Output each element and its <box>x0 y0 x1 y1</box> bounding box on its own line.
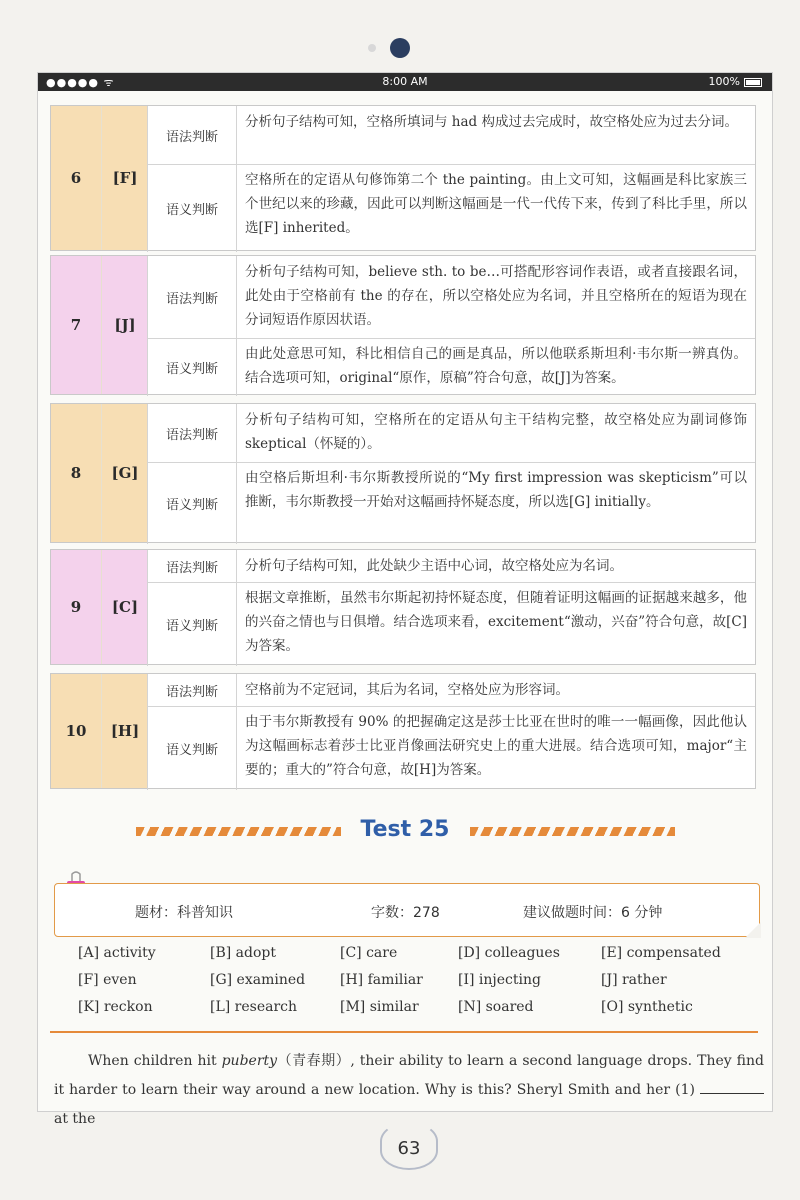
option-item: [B] adopt <box>210 945 276 961</box>
option-item: [K] reckon <box>78 999 153 1015</box>
question-block-8 <box>50 403 756 543</box>
meaning-text: 由此处意思可知，科比相信自己的画是真品，所以他联系斯坦利·韦尔斯一辨真伪。结合选项可知，original“原作，原稿”符合句意，故[J]为答案。 <box>245 346 747 386</box>
time-info: 建议做题时间：6 分钟 <box>523 905 663 921</box>
grammar-text: 空格前为不定冠词，其后为名词，空格处应为形容词。 <box>245 682 569 698</box>
meaning-row <box>147 706 755 790</box>
grammar-row <box>147 674 755 707</box>
device-camera <box>0 38 800 58</box>
question-number: 10 <box>51 674 101 788</box>
option-item: [C] care <box>340 945 398 961</box>
meaning-row <box>147 582 755 666</box>
meaning-row <box>147 164 755 252</box>
passage-term: puberty <box>221 1053 278 1069</box>
meaning-label: 语义判断 <box>147 164 237 252</box>
grammar-label: 语法判断 <box>147 256 237 338</box>
meaning-label: 语义判断 <box>147 338 237 396</box>
meaning-text: 由于韦尔斯教授有 90% 的把握确定这是莎士比亚在世时的唯一一幅画像，因此他认为这幅画标志着莎士比亚肖像画法研究史上的重大进展。结合选项可知，major“主要的；重大的”符合句意，故[H]为答案。 <box>245 714 747 778</box>
option-item: [M] similar <box>340 999 419 1015</box>
status-bar <box>38 73 772 91</box>
grammar-text: 分析句子结构可知，空格所填词与 had 构成过去完成时，故空格处应为过去分词。 <box>245 114 738 130</box>
option-item: [F] even <box>78 972 137 988</box>
question-block-7 <box>50 255 756 395</box>
grammar-row <box>147 106 755 165</box>
option-item: [J] rather <box>601 972 667 988</box>
grammar-text: 分析句子结构可知，believe sth. to be…可搭配形容词作表语，或者直接跟名词，此处由于空格前有 the 的存在，所以空格处应为名词，并且空格所在的短语为现在分词短语作原因状语。 <box>245 264 747 328</box>
page-number: 63 <box>380 1122 438 1170</box>
page-fold-corner <box>745 922 761 938</box>
sensor-dot <box>368 44 376 52</box>
page-number-area <box>0 1122 800 1172</box>
passage-text: （青春期）, their ability to learn a second language drops. They find it harder to learn their way around a new location. Why is this? Sheryl Smith and her (1) <box>54 1053 764 1098</box>
passage-text: at the <box>54 1111 96 1127</box>
signal-icon: ●●●●● ᯤ <box>46 76 115 89</box>
answer-blank[interactable] <box>700 1079 764 1094</box>
test-title: Test 25 <box>360 817 450 842</box>
battery-icon <box>744 78 762 87</box>
tablet-screen <box>37 72 773 1127</box>
battery-percent: 100% <box>708 75 740 88</box>
grammar-row <box>147 404 755 463</box>
meaning-row <box>147 338 755 396</box>
grammar-label: 语法判断 <box>147 550 237 582</box>
question-answer: [J] <box>101 256 148 394</box>
option-item: [A] activity <box>78 945 156 961</box>
passage-text: When children hit <box>88 1053 222 1069</box>
grammar-label: 语法判断 <box>147 674 237 706</box>
question-block-9 <box>50 549 756 665</box>
option-item: [I] injecting <box>458 972 541 988</box>
question-number: 6 <box>51 106 101 250</box>
question-answer: [H] <box>101 674 148 788</box>
question-answer: [F] <box>101 106 148 250</box>
question-number: 7 <box>51 256 101 394</box>
grammar-row <box>147 256 755 339</box>
meaning-row <box>147 462 755 544</box>
grammar-text: 分析句子结构可知，空格所在的定语从句主干结构完整，故空格处应为副词修饰 skeptical（怀疑的）。 <box>245 412 747 452</box>
grammar-label: 语法判断 <box>147 106 237 164</box>
grammar-row <box>147 550 755 583</box>
meaning-text: 根据文章推断，虽然韦尔斯起初持怀疑态度，但随着证明这幅画的证据越来越多，他的兴奋之情也与日俱增。结合选项来看，excitement“激动，兴奋”符合句意，故[C]为答案。 <box>245 590 747 654</box>
grammar-label: 语法判断 <box>147 404 237 462</box>
option-item: [E] compensated <box>601 945 721 961</box>
status-time: 8:00 AM <box>382 75 428 88</box>
option-item: [O] synthetic <box>601 999 693 1015</box>
meaning-label: 语义判断 <box>147 462 237 544</box>
battery-indicator <box>709 75 762 88</box>
word-count-info: 字数：278 <box>371 905 440 921</box>
meaning-label: 语义判断 <box>147 582 237 666</box>
question-number: 9 <box>51 550 101 664</box>
test-info-box <box>54 883 760 937</box>
option-item: [N] soared <box>458 999 534 1015</box>
option-item: [D] colleagues <box>458 945 560 961</box>
stripe-decoration <box>470 827 675 836</box>
meaning-label: 语义判断 <box>147 706 237 790</box>
reading-passage <box>54 1047 764 1134</box>
test-heading <box>38 815 772 845</box>
meaning-text: 空格所在的定语从句修饰第二个 the painting。由上文可知，这幅画是科比家族三个世纪以来的珍藏，因此可以判断这幅画是一代一代传下来，传到了科比手里，所以选[F] inherited。 <box>245 172 747 236</box>
meaning-text: 由空格后斯坦利·韦尔斯教授所说的“My first impression was skepticism”可以推断，韦尔斯教授一开始对这幅画持怀疑态度，所以选[G] initially。 <box>245 470 747 510</box>
topic-info: 题材：科普知识 <box>135 905 233 921</box>
divider-line <box>50 1031 758 1033</box>
question-block-10 <box>50 673 756 789</box>
option-item: [H] familiar <box>340 972 423 988</box>
option-item: [G] examined <box>210 972 306 988</box>
question-number: 8 <box>51 404 101 542</box>
grammar-text: 分析句子结构可知，此处缺少主语中心词，故空格处应为名词。 <box>245 558 623 574</box>
question-block-6 <box>50 105 756 251</box>
question-answer: [G] <box>101 404 148 542</box>
camera-lens <box>390 38 410 58</box>
question-answer: [C] <box>101 550 148 664</box>
option-item: [L] research <box>210 999 298 1015</box>
